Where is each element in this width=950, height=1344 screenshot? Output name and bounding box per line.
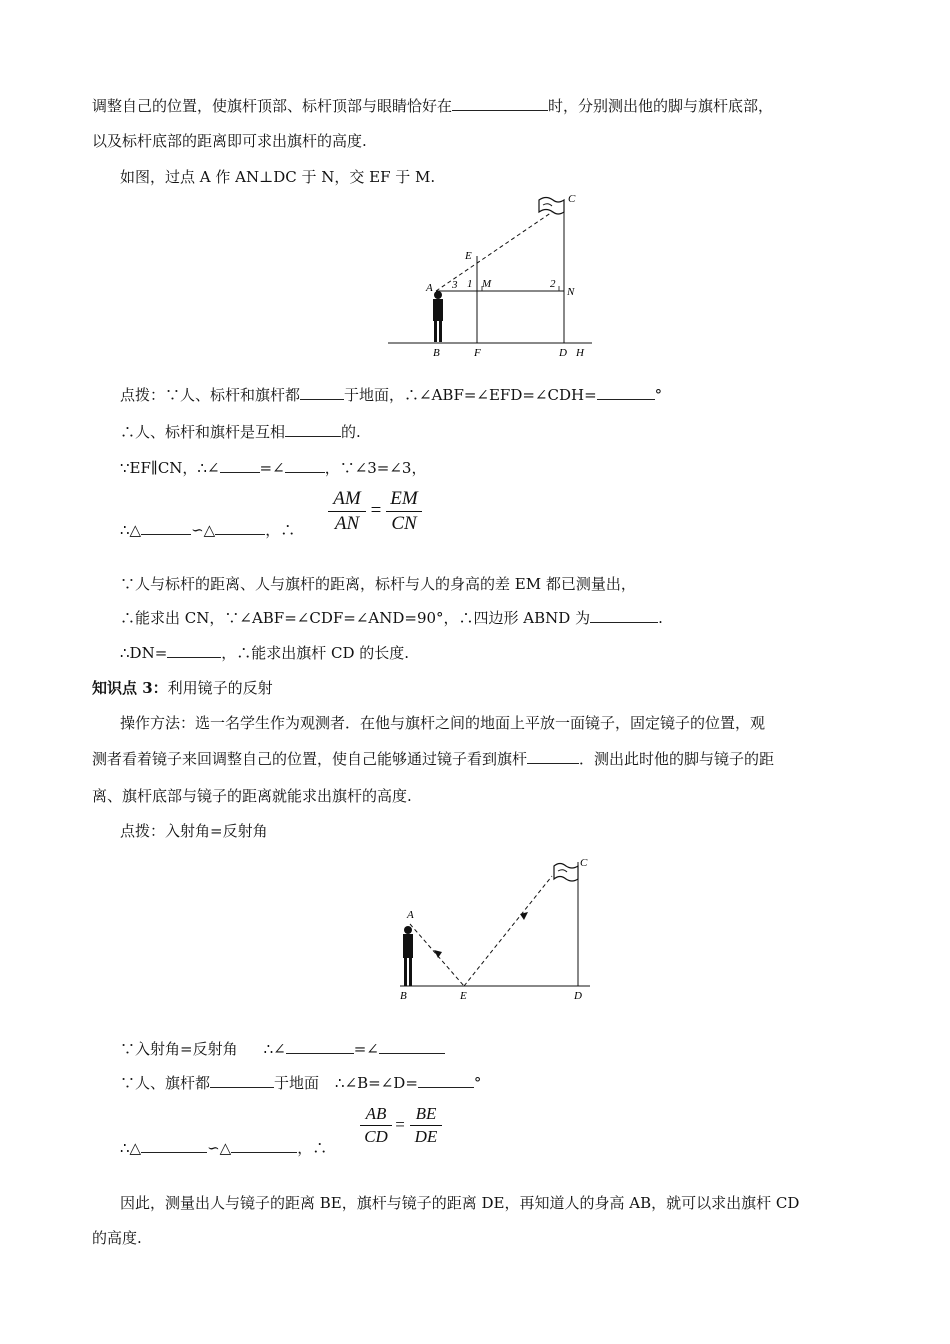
- proof2-l1-c: =∠: [353, 1040, 379, 1058]
- kp3-method-line3: 离、旗杆底部与镜子的距离就能求出旗杆的高度.: [92, 787, 412, 805]
- label-d2: D: [574, 990, 582, 1002]
- blank-angle-2[interactable]: [285, 458, 325, 473]
- proof1-l2-b: 的.: [341, 423, 361, 441]
- frac-num-be: BE: [415, 1104, 437, 1123]
- arrow-icon-1: [434, 950, 442, 958]
- proof1-line2: [120, 422, 361, 442]
- proof2-l2-b: 于地面: [274, 1074, 320, 1092]
- proof2-line2: [120, 1073, 481, 1093]
- right-angle-n: [559, 286, 564, 291]
- proof2-l2-d: °: [473, 1074, 482, 1092]
- label-h: H: [576, 347, 584, 359]
- label-2: 2: [550, 278, 556, 290]
- proof1-line3: [120, 458, 426, 478]
- proof2-l3-c: ，∴: [297, 1139, 328, 1157]
- proof1-l4-a: ∴△: [120, 521, 142, 539]
- proof2-l2-c: ∴∠B=∠D=: [335, 1074, 418, 1092]
- fraction-be-de: [410, 1104, 442, 1147]
- proof2-l3-b: ∽△: [207, 1139, 232, 1157]
- blank-triangle-2[interactable]: [215, 520, 265, 535]
- frac-den-an: AN: [334, 513, 360, 534]
- proof1-l6-b: .: [658, 609, 663, 627]
- fraction-equals-2: =: [395, 1115, 405, 1134]
- blank-angle-1[interactable]: [220, 458, 260, 473]
- proof1-line1: [120, 385, 662, 405]
- proof1-l2-a: ∴人、标杆和旗杆是互相: [120, 423, 286, 441]
- construction-text: 如图，过点 A 作 AN⊥DC 于 N，交 EF 于 M.: [120, 168, 436, 186]
- proof1-line6: [120, 608, 663, 628]
- proof1-l6-a: ∴能求出 CN，∵∠ABF=∠CDF=∠AND=90°，∴四边形 ABND 为: [120, 609, 591, 627]
- blank-perpendicular-2[interactable]: [210, 1073, 274, 1088]
- kp3-method-line1: 操作方法：选一名学生作为观测者．在他与旗杆之间的地面上平放一面镜子，固定镜子的位置，观: [120, 714, 766, 732]
- figure-flagpole-benchmark: [380, 190, 600, 362]
- label-1: 1: [467, 278, 473, 290]
- proof1-l7-b: ，∴能求出旗杆 CD 的长度.: [221, 644, 410, 662]
- para1-line1: [92, 96, 773, 116]
- blank-parallel[interactable]: [285, 422, 341, 437]
- label-m: M: [482, 278, 492, 290]
- flag-icon-2: [554, 864, 578, 882]
- label-e: E: [465, 250, 472, 262]
- blank-triangle-4[interactable]: [231, 1138, 297, 1153]
- proof1-l1-c: °: [654, 386, 663, 404]
- proof1-line5: ∵人与标杆的距离、人与旗杆的距离，标杆与人的身高的差 EM 都已测量出，: [120, 575, 636, 593]
- blank-angle-value[interactable]: [597, 385, 655, 400]
- blank-reflect-angle[interactable]: [379, 1039, 445, 1054]
- blank-same-line[interactable]: [452, 96, 548, 111]
- frac-den-cd: CD: [364, 1127, 388, 1146]
- blank-triangle-3[interactable]: [141, 1138, 207, 1153]
- kp3-hint: 点拨：入射角=反射角: [120, 822, 268, 840]
- kp3-m2-a: 测者看着镜子来回调整自己的位置，使自己能够通过镜子看到旗杆: [92, 750, 528, 768]
- proof1-l4-b: ∽△: [191, 521, 216, 539]
- blank-incident-angle[interactable]: [286, 1039, 354, 1054]
- arrow-icon-2: [520, 912, 528, 920]
- blank-triangle-1[interactable]: [141, 520, 191, 535]
- fraction-em-cn: [386, 488, 422, 535]
- label-c2: C: [580, 857, 588, 869]
- kp3-m2-b: ．测出此时他的脚与镜子的距: [579, 750, 775, 768]
- label-f: F: [474, 347, 481, 359]
- proof1-l3-b: =∠: [259, 459, 285, 477]
- label-n: N: [567, 286, 575, 298]
- proof1-l1-b: 于地面，∴∠ABF=∠EFD=∠CDH=: [344, 386, 597, 404]
- kp3-method-line2: [92, 749, 774, 769]
- frac-num-ab: AB: [365, 1104, 387, 1123]
- label-b: B: [433, 347, 440, 359]
- proof2-l1-a: ∵入射角=反射角: [120, 1040, 238, 1058]
- para1-text-a: 调整自己的位置，使旗杆顶部、标杆顶部与眼睛恰好在: [92, 97, 453, 115]
- proof2-line3: [120, 1138, 327, 1158]
- kp3-title: 知识点 3：: [92, 679, 168, 697]
- proof2-l1-b: ∴∠: [263, 1040, 286, 1058]
- person-icon-2: [403, 926, 413, 986]
- proof2-l3-a: ∴△: [120, 1139, 142, 1157]
- blank-perpendicular[interactable]: [300, 385, 344, 400]
- blank-angle-value-2[interactable]: [418, 1073, 474, 1088]
- conclusion-line2: 的高度.: [92, 1229, 142, 1247]
- kp3-heading: [92, 678, 273, 698]
- fraction-equals: =: [370, 500, 382, 521]
- proof1-l4-c: ，∴: [265, 521, 296, 539]
- label-3: 3: [452, 279, 458, 291]
- person-icon: [433, 291, 443, 342]
- proof1-line7: [120, 643, 409, 663]
- blank-dn[interactable]: [167, 643, 221, 658]
- proof1-l7-a: ∴DN=: [120, 644, 168, 662]
- proof1-l3-c: ，∵∠3=∠3，: [324, 459, 427, 477]
- frac-den-de: DE: [414, 1127, 438, 1146]
- kp3-title-rest: 利用镜子的反射: [167, 679, 273, 697]
- frac-den-cn: CN: [391, 513, 417, 534]
- para1-line2: 以及标杆底部的距离即可求出旗杆的高度.: [92, 132, 367, 150]
- reflected-ray: [464, 876, 552, 986]
- label-a: A: [426, 282, 433, 294]
- proof1-l3-a: ∵EF∥CN，∴∠: [120, 459, 220, 477]
- conclusion-line1: 因此，测量出人与镜子的距离 BE，旗杆与镜子的距离 DE，再知道人的身高 AB，就可以求出旗杆 CD: [120, 1194, 800, 1212]
- blank-quadrilateral[interactable]: [590, 608, 658, 623]
- fraction-ab-cd: [360, 1104, 392, 1147]
- frac-num-am: AM: [333, 488, 361, 509]
- blank-flag-top[interactable]: [527, 749, 579, 764]
- figure-mirror-reflection: [390, 852, 600, 1004]
- proof2-line1: [120, 1039, 445, 1059]
- label-c: C: [568, 193, 576, 205]
- label-d: D: [559, 347, 567, 359]
- fraction-am-an: [328, 488, 366, 535]
- label-a2: A: [407, 909, 414, 921]
- label-e2: E: [460, 990, 467, 1002]
- frac-num-em: EM: [390, 488, 418, 509]
- proof1-line4: [120, 520, 295, 540]
- proof1-l1-a: 点拨：∵人、标杆和旗杆都: [120, 386, 301, 404]
- label-b2: B: [400, 990, 407, 1002]
- proof2-l2-a: ∵人、旗杆都: [120, 1074, 211, 1092]
- para1-text-b: 时，分别测出他的脚与旗杆底部，: [548, 97, 774, 115]
